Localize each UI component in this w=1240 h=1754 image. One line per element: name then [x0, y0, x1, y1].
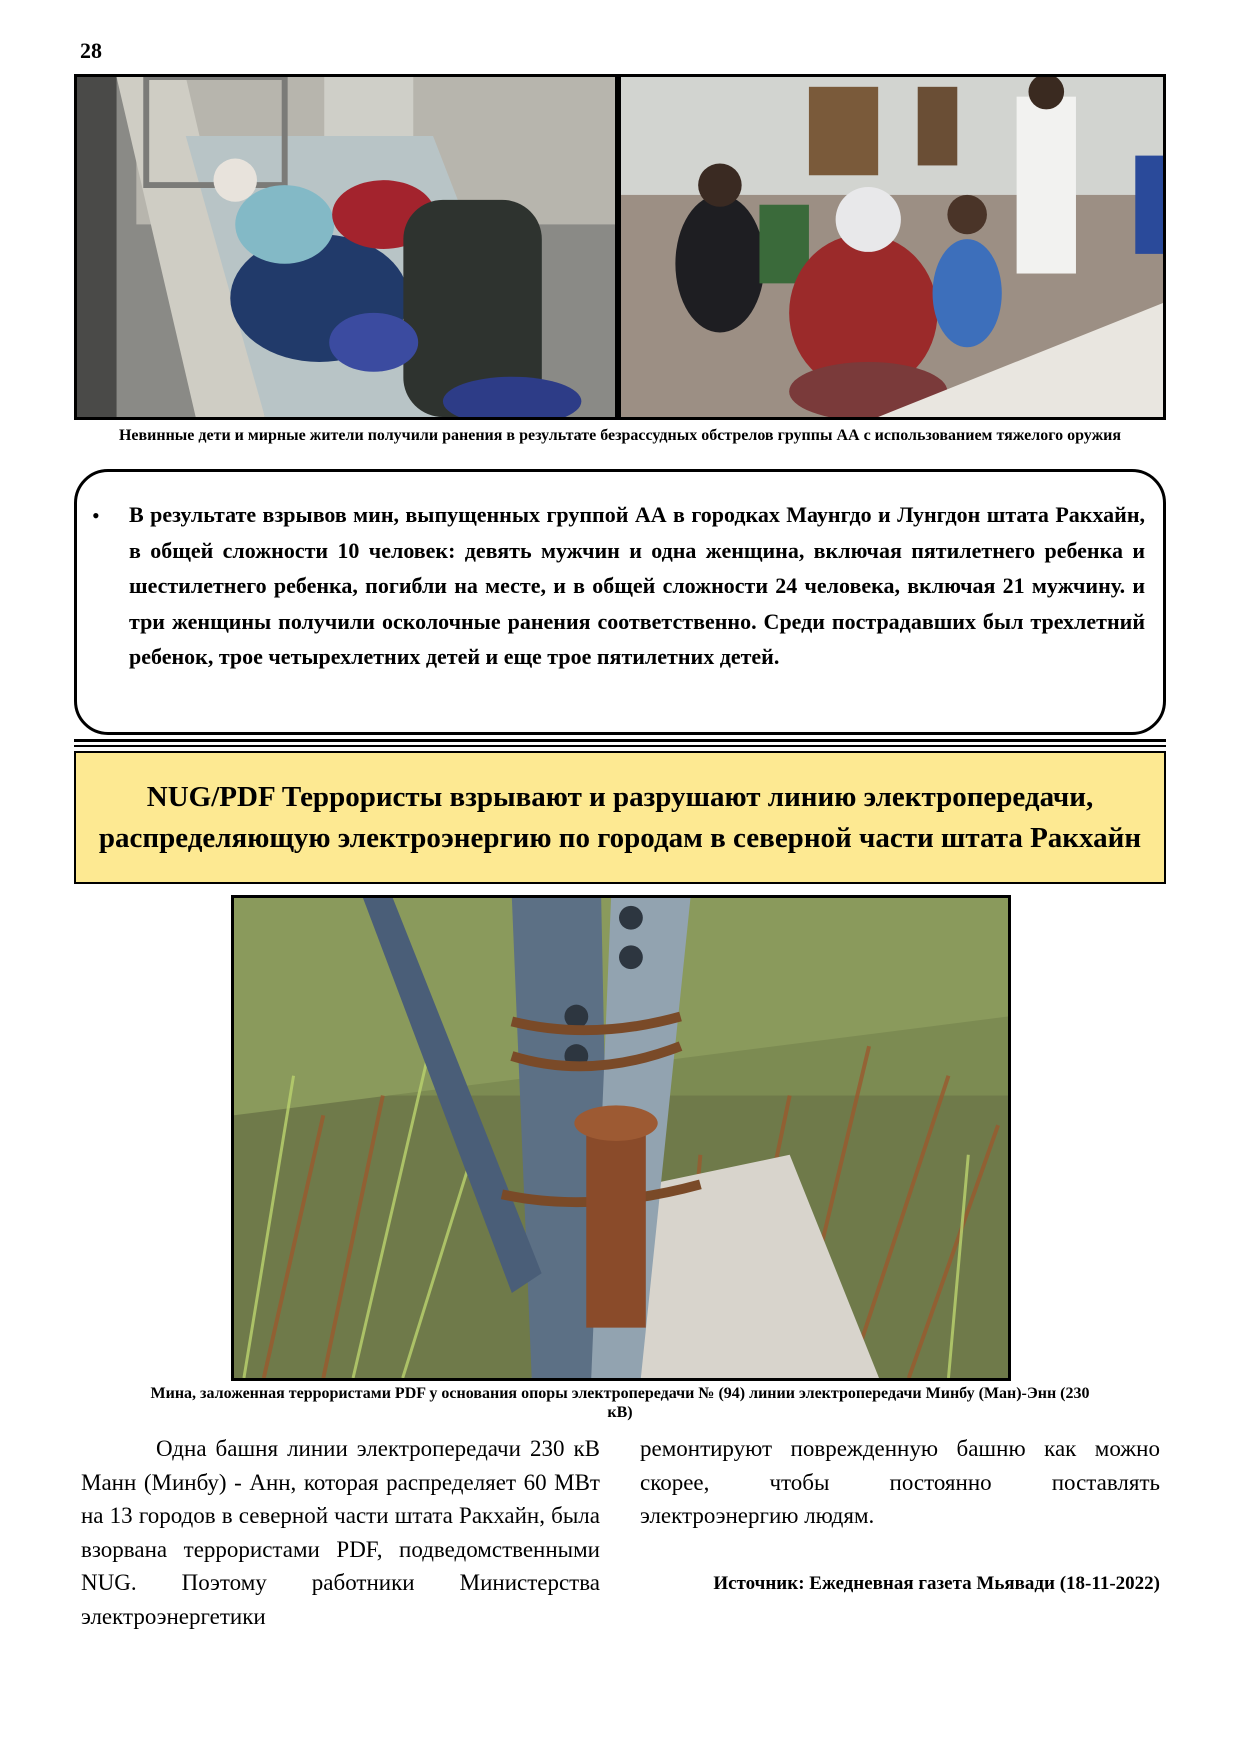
- power-tower-mine-photo: [231, 895, 1011, 1381]
- bullet-text: В результате взрывов мин, выпущенных группой АА в городках Маунгдо и Лунгдон штата Ракхайн, в общей сложности 10 человек: девять мужчин и одна женщина, включая пятилетнего ребенка и шестилетнего ребенка, погибли на месте, и в общей сложности 24 человека, включая 21 мужчину. и три женщины получили осколочные ранения соответственно. Среди пострадавших был трехлетний ребенок, трое четырехлетних детей и еще трое пятилетних детей.: [129, 502, 1145, 669]
- injured-civilians-photo: [618, 74, 1166, 420]
- divider-top: [74, 739, 1166, 742]
- bullet-dot-icon: •: [92, 503, 100, 528]
- caption-bottom: Мина, заложенная террористами PDF у основания опоры электропередачи № (94) линии электропередачи Минбу (Ман)-Энн (230 кВ): [150, 1385, 1090, 1421]
- body-text-left: Одна башня линии электропередачи 230 кВ Манн (Минбу) - Анн, которая распределяет 60 МВт на 13 городов в северной части штата Ракхайн, была взорвана террористами PDF, подведомственными NUG. Поэтому работники Министерства электроэнергетики: [81, 1436, 600, 1629]
- source-credit: Источник: Ежедневная газета Мьявади (18-11-2022): [713, 1573, 1160, 1594]
- page-number: 28: [80, 38, 102, 63]
- hospital-bed-photo: [74, 74, 618, 420]
- body-text-right: ремонтируют поврежденную башню как можно скорее, чтобы постоянно поставлять электроэнергию людям.: [640, 1436, 1160, 1528]
- headline: NUG/PDF Террористы взрывают и разрушают линию электропередачи, распределяющую электроэнергию по городам в северной части штата Ракхайн: [98, 780, 1142, 854]
- headline-box: [74, 751, 1166, 884]
- divider-bottom: [74, 745, 1166, 747]
- caption-top: Невинные дети и мирные жители получили ранения в результате безрассудных обстрелов группы АА с использованием тяжелого оружия: [118, 427, 1122, 444]
